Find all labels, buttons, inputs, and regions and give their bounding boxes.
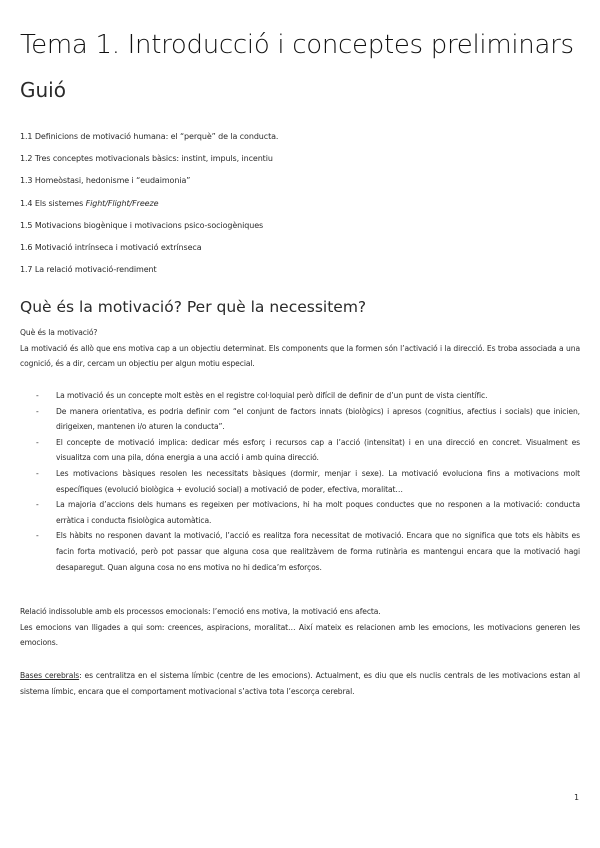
bullet-marker: - — [36, 437, 39, 447]
bullet-marker: - — [36, 500, 39, 510]
bullet-list — [36, 388, 580, 575]
page-number: 1 — [574, 793, 580, 802]
bullet-item: - Les motivacions bàsiques resolen les necessitats bàsiques (dormir, menjar i sexe). La motivació evoluciona fins a motivacions molt específiques (evolució biològica + evolució social) a motivació de poder, efectiva, moralitat… — [36, 466, 580, 497]
toc-item-1-1: 1.1 Definicions de motivació humana: el “perquè” de la conducta. — [20, 132, 279, 141]
emotions-block — [20, 604, 580, 651]
intro-paragraph: La motivació és allò que ens motiva cap a un objectiu determinat. Els components que la formen són l’activació i la direcció. Es troba associada a una cognició, és a dir, cercam un objectiu per algun motiu especial. — [20, 343, 580, 369]
bases-block — [20, 668, 580, 699]
toc-item-1-3: 1.3 Homeòstasi, hedonisme i “eudaimonia” — [20, 176, 191, 186]
bullet-item: - El concepte de motivació implica: dedicar més esforç i recursos cap a l’acció (intensitat) i en una direcció en concret. Visualment es visualitza com una pila, dóna energia a una acció i amb quina direcció. — [36, 435, 580, 466]
question-line: Què és la motivació? — [20, 328, 98, 337]
section-heading: Què és la motivació? Per què la necessitem? — [20, 298, 367, 316]
bullet-item: - La majoria d’accions dels humans es regeixen per motivacions, hi ha molt poques conductes que no responen a la motivació: conducta erràtica i conducta fisiològica automàtica. — [36, 497, 580, 528]
bases-text: : es centralitza en el sistema límbic (centre de les emocions). Actualment, es diu que els nuclis centrals de les motivacions estan al sistema límbic, encara que el comportament motivacional s’activa tota l’escorça cerebral. — [20, 671, 580, 696]
bullet-marker: - — [36, 391, 39, 400]
page-title: Tema 1. Introducció i conceptes preliminars — [20, 30, 574, 60]
bullet-item: - La motivació és un concepte molt estès en el registre col·loquial però difícil de definir de d’un punt de vista científic. — [36, 388, 580, 404]
toc-item-1-6: 1.6 Motivació intrínseca i motivació extrínseca — [20, 242, 202, 252]
intro-block — [20, 325, 580, 372]
bases-label: Bases cerebrals — [20, 671, 80, 680]
bullet-item: - Els hàbits no responen davant la motivació, l’acció es realitza fora necessitat de motivació. Encara que no significa que tots els hàbits es facin forta motivació, però pot passar que alguna cosa que realitzàvem de forma rutinària es mantengui encara que la motivació hagi desaparegut. Quan alguna cosa no ens motiva no hi dedica’m esforços. — [36, 528, 580, 575]
toc-item-1-2: 1.2 Tres conceptes motivacionals bàsics: instint, impuls, incentiu — [20, 154, 273, 164]
bullet-marker: - — [36, 468, 39, 478]
emotions-paragraph: Les emocions van lligades a qui som: creences, aspiracions, moralitat… Així mateix es relacionen amb les emocions, les motivacions generen les emocions. — [20, 622, 580, 648]
toc-item-1-7: 1.7 La relació motivació-rendiment — [20, 265, 157, 275]
relation-line: Relació indissoluble amb els processos emocionals: l’emoció ens motiva, la motivació ens afecta. — [20, 607, 381, 616]
toc-item-1-4: 1.4 Els sistemes Fight/Flight/Freeze — [20, 198, 159, 208]
toc-item-1-5: 1.5 Motivacions biogènique i motivacions psico-sociogèniques — [20, 220, 264, 230]
bullet-item: - De manera orientativa, es podria definir com “el conjunt de factors innats (biològics) i apresos (cognitius, afectius i socials) que inicien, dirigeixen, mantenen i/o aturen la conducta”. — [36, 404, 580, 435]
table-of-contents — [20, 132, 278, 287]
bullet-marker: - — [36, 531, 39, 541]
bullet-marker: - — [36, 406, 39, 416]
guio-heading: Guió — [20, 78, 66, 102]
